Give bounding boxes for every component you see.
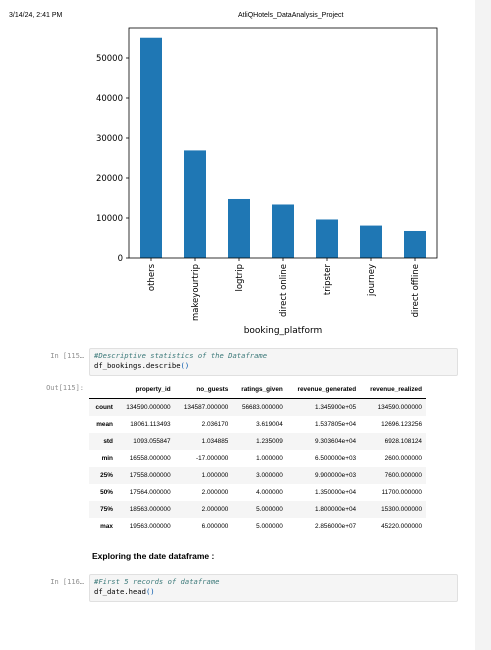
table-cell: 1.800000e+04 bbox=[315, 506, 357, 513]
table-cell: -17.000000 bbox=[195, 455, 229, 462]
document-title: AtliQHotels_DataAnalysis_Project bbox=[238, 12, 344, 19]
table-cell: 1.345900e+05 bbox=[315, 404, 357, 411]
table-cell: 134590.000000 bbox=[126, 404, 171, 411]
row-label: max bbox=[100, 523, 113, 530]
table-cell: 3.619004 bbox=[256, 421, 283, 428]
table-cell: 16558.000000 bbox=[129, 455, 171, 462]
row-label: mean bbox=[96, 421, 113, 428]
x-tick-label: journey bbox=[367, 264, 377, 296]
table-cell: 15300.000000 bbox=[381, 506, 422, 513]
column-header: revenue_generated bbox=[287, 381, 360, 399]
row-label: 75% bbox=[100, 506, 113, 513]
table-cell: 5.000000 bbox=[256, 506, 283, 513]
table-row bbox=[89, 467, 426, 484]
table-row bbox=[89, 433, 426, 450]
cell-prompt-115: In [115… bbox=[50, 352, 84, 360]
x-tick-label: direct offline bbox=[411, 264, 421, 318]
table-cell: 3.000000 bbox=[256, 472, 283, 479]
table-cell: 1.350000e+04 bbox=[315, 489, 357, 496]
table-cell: 6.000000 bbox=[201, 523, 229, 530]
table-row bbox=[89, 518, 426, 535]
y-tick-label: 0 bbox=[117, 254, 123, 264]
table-cell: 11700.000000 bbox=[381, 489, 422, 496]
bar bbox=[140, 38, 162, 258]
table-cell: 1.000000 bbox=[201, 472, 229, 479]
print-timestamp: 3/14/24, 2:41 PM bbox=[9, 12, 63, 19]
x-tick-label: direct online bbox=[279, 264, 289, 317]
row-label: std bbox=[103, 438, 113, 445]
table-cell: 18061.113493 bbox=[130, 421, 171, 428]
y-tick-label: 40000 bbox=[95, 94, 123, 104]
x-axis-label: booking_platform bbox=[243, 326, 323, 336]
table-cell: 1.000000 bbox=[256, 455, 283, 462]
describe-output-table bbox=[89, 381, 426, 535]
y-tick-label: 30000 bbox=[95, 134, 123, 144]
column-header: no_guests bbox=[175, 381, 233, 399]
code-cell-describe[interactable] bbox=[89, 348, 458, 376]
row-label: 50% bbox=[100, 489, 113, 496]
row-label: min bbox=[101, 455, 113, 462]
table-cell: 17558.000000 bbox=[129, 472, 171, 479]
table-cell: 45220.000000 bbox=[381, 523, 422, 530]
table-row bbox=[89, 501, 426, 518]
table-cell: 1.537805e+04 bbox=[315, 421, 357, 428]
table-cell: 9.303604e+04 bbox=[315, 438, 357, 445]
row-label: 25% bbox=[100, 472, 113, 479]
x-tick-label: logtrip bbox=[235, 264, 245, 292]
table-cell: 6.500000e+03 bbox=[315, 455, 357, 462]
column-header: property_id bbox=[117, 381, 175, 399]
table-cell: 2.000000 bbox=[201, 489, 229, 496]
code-line: df_bookings.describe() bbox=[94, 361, 190, 370]
table-cell: 2.856000e+07 bbox=[315, 523, 357, 530]
table-row bbox=[89, 399, 426, 417]
table-cell: 2600.000000 bbox=[384, 455, 422, 462]
code-cell-head[interactable] bbox=[89, 574, 458, 602]
table-cell: 18563.000000 bbox=[129, 506, 171, 513]
section-heading: Exploring the date dataframe : bbox=[92, 551, 215, 561]
bar bbox=[228, 199, 250, 258]
table-row bbox=[89, 484, 426, 501]
column-header: revenue_realized bbox=[360, 381, 426, 399]
table-cell: 4.000000 bbox=[256, 489, 283, 496]
bar bbox=[404, 231, 426, 258]
x-tick-label: others bbox=[147, 264, 157, 292]
table-cell: 5.000000 bbox=[256, 523, 283, 530]
table-cell: 56683.000000 bbox=[241, 404, 283, 411]
code-comment: #Descriptive statistics of the Dataframe bbox=[94, 351, 268, 360]
y-tick-label: 10000 bbox=[95, 214, 123, 224]
row-label: count bbox=[95, 404, 113, 411]
bar bbox=[272, 204, 294, 258]
table-cell: 17564.000000 bbox=[129, 489, 171, 496]
code-line: df_date.head() bbox=[94, 587, 155, 596]
table-cell: 2.036170 bbox=[201, 421, 229, 428]
table-row bbox=[89, 450, 426, 467]
code-comment: #First 5 records of dataframe bbox=[94, 577, 220, 586]
table-cell: 12696.123256 bbox=[381, 421, 422, 428]
table-cell: 7600.000000 bbox=[384, 472, 422, 479]
table-cell: 134587.000000 bbox=[183, 404, 229, 411]
column-header bbox=[89, 381, 117, 399]
x-tick-label: tripster bbox=[323, 264, 333, 296]
table-cell: 1093.055847 bbox=[133, 438, 171, 445]
bar bbox=[360, 226, 382, 258]
cell-prompt-116: In [116… bbox=[50, 578, 84, 586]
table-row bbox=[89, 416, 426, 433]
table-cell: 9.900000e+03 bbox=[315, 472, 357, 479]
table-cell: 2.000000 bbox=[201, 506, 229, 513]
table-cell: 1.235009 bbox=[256, 438, 283, 445]
table-cell: 1.034885 bbox=[201, 438, 229, 445]
bar bbox=[184, 150, 206, 258]
y-tick-label: 50000 bbox=[95, 54, 123, 64]
output-prompt-115: Out[115]: bbox=[46, 384, 84, 392]
bar bbox=[316, 219, 338, 258]
column-header: ratings_given bbox=[232, 381, 287, 399]
x-tick-label: makeyourtrip bbox=[191, 264, 201, 322]
table-cell: 19563.000000 bbox=[129, 523, 171, 530]
table-cell: 6928.108124 bbox=[384, 438, 422, 445]
y-tick-label: 20000 bbox=[95, 174, 123, 184]
table-cell: 134590.000000 bbox=[377, 404, 422, 411]
